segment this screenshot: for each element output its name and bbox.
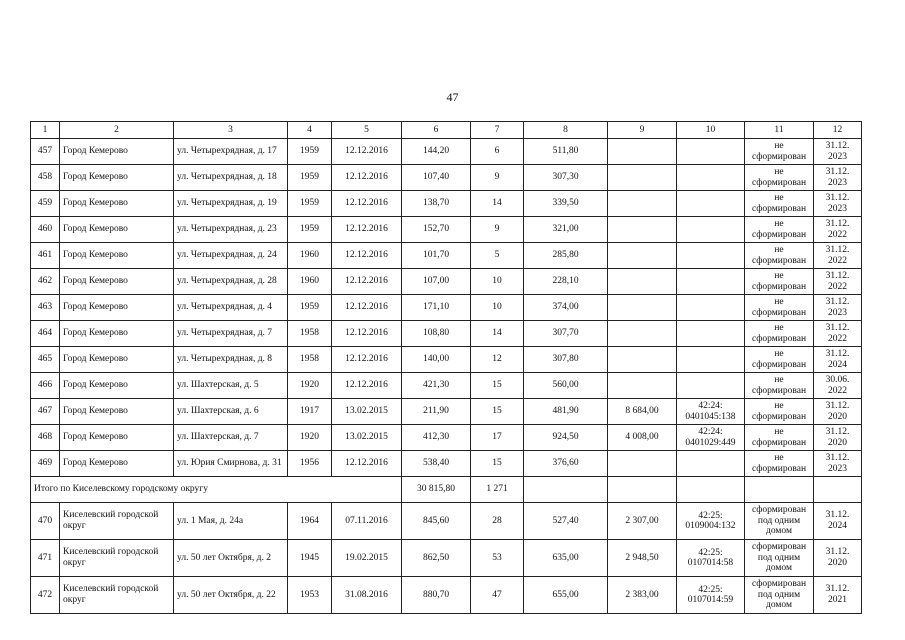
district-cell: Город Кемерово: [60, 425, 174, 451]
year-cell: 1959: [288, 139, 332, 165]
column-9-cell: [608, 373, 677, 399]
date-cell: 12.12.2016: [332, 451, 402, 477]
year-cell: 1964: [288, 503, 332, 540]
row-number: 468: [31, 425, 60, 451]
address-cell: ул. Четырехрядная, д. 4: [174, 295, 288, 321]
column-number: 5: [332, 122, 402, 139]
cadastral-number-cell: 42:25: 0107014:59: [677, 577, 745, 614]
district-cell: Город Кемерово: [60, 399, 174, 425]
address-cell: ул. Четырехрядная, д. 24: [174, 243, 288, 269]
area-cell: 152,70: [402, 217, 471, 243]
row-number: 458: [31, 165, 60, 191]
count-cell: 12: [471, 347, 524, 373]
area-cell: 211,90: [402, 399, 471, 425]
year-cell: 1956: [288, 451, 332, 477]
address-cell: ул. 50 лет Октября, д. 2: [174, 540, 288, 577]
column-number: 1: [31, 122, 60, 139]
empty-cell: [677, 477, 745, 503]
table-row: [31, 139, 862, 165]
district-cell: Киселевский городской округ: [60, 503, 174, 540]
district-cell: Город Кемерово: [60, 243, 174, 269]
year-cell: 1959: [288, 217, 332, 243]
value-cell: 635,00: [524, 540, 608, 577]
deadline-cell: 31.12. 2024: [814, 347, 862, 373]
table-row: [31, 540, 862, 577]
column-number: 2: [60, 122, 174, 139]
table-row: [31, 217, 862, 243]
cadastral-number-cell: [677, 451, 745, 477]
year-cell: 1958: [288, 321, 332, 347]
land-status-cell: не сформирован: [745, 165, 814, 191]
address-cell: ул. Четырехрядная, д. 7: [174, 321, 288, 347]
row-number: 471: [31, 540, 60, 577]
column-9-cell: 2 383,00: [608, 577, 677, 614]
date-cell: 19.02.2015: [332, 540, 402, 577]
column-number: 4: [288, 122, 332, 139]
column-9-cell: 8 684,00: [608, 399, 677, 425]
column-9-cell: [608, 347, 677, 373]
count-cell: 14: [471, 191, 524, 217]
table-row: [31, 577, 862, 614]
value-cell: 655,00: [524, 577, 608, 614]
row-number: 464: [31, 321, 60, 347]
year-cell: 1920: [288, 373, 332, 399]
empty-cell: [814, 477, 862, 503]
land-status-cell: не сформирован: [745, 191, 814, 217]
column-9-cell: [608, 139, 677, 165]
cadastral-number-cell: [677, 347, 745, 373]
date-cell: 12.12.2016: [332, 217, 402, 243]
land-status-cell: не сформирован: [745, 295, 814, 321]
deadline-cell: 31.12. 2023: [814, 451, 862, 477]
row-number: 465: [31, 347, 60, 373]
column-9-cell: [608, 165, 677, 191]
table-row: [31, 373, 862, 399]
land-status-cell: не сформирован: [745, 269, 814, 295]
area-cell: 421,30: [402, 373, 471, 399]
value-cell: 376,60: [524, 451, 608, 477]
deadline-cell: 31.12. 2022: [814, 269, 862, 295]
address-cell: ул. Шахтерская, д. 5: [174, 373, 288, 399]
land-status-cell: не сформирован: [745, 425, 814, 451]
table-row: [31, 451, 862, 477]
cadastral-number-cell: [677, 243, 745, 269]
year-cell: 1920: [288, 425, 332, 451]
date-cell: 12.12.2016: [332, 165, 402, 191]
empty-cell: [608, 477, 677, 503]
address-cell: ул. Четырехрядная, д. 23: [174, 217, 288, 243]
page-number: 47: [446, 90, 459, 104]
column-9-cell: [608, 269, 677, 295]
area-cell: 845,60: [402, 503, 471, 540]
value-cell: 560,00: [524, 373, 608, 399]
year-cell: 1959: [288, 295, 332, 321]
date-cell: 31.08.2016: [332, 577, 402, 614]
district-cell: Город Кемерово: [60, 191, 174, 217]
area-cell: 171,10: [402, 295, 471, 321]
value-cell: 307,80: [524, 347, 608, 373]
column-number: 7: [471, 122, 524, 139]
date-cell: 12.12.2016: [332, 295, 402, 321]
row-number: 466: [31, 373, 60, 399]
district-cell: Киселевский городской округ: [60, 577, 174, 614]
cadastral-number-cell: [677, 373, 745, 399]
value-cell: 527,40: [524, 503, 608, 540]
deadline-cell: 31.12. 2023: [814, 165, 862, 191]
land-status-cell: не сформирован: [745, 347, 814, 373]
area-cell: 140,00: [402, 347, 471, 373]
row-number: 462: [31, 269, 60, 295]
cadastral-number-cell: [677, 217, 745, 243]
district-cell: Город Кемерово: [60, 165, 174, 191]
land-status-cell: сформирован под одним домом: [745, 577, 814, 614]
row-number: 459: [31, 191, 60, 217]
row-number: 463: [31, 295, 60, 321]
row-number: 461: [31, 243, 60, 269]
cadastral-number-cell: [677, 321, 745, 347]
column-number: 10: [677, 122, 745, 139]
row-number: 467: [31, 399, 60, 425]
year-cell: 1959: [288, 191, 332, 217]
date-cell: 07.11.2016: [332, 503, 402, 540]
district-cell: Киселевский городской округ: [60, 540, 174, 577]
deadline-cell: 31.12. 2023: [814, 295, 862, 321]
count-cell: 53: [471, 540, 524, 577]
district-cell: Город Кемерово: [60, 217, 174, 243]
table-row: [31, 399, 862, 425]
count-cell: 47: [471, 577, 524, 614]
column-9-cell: 2 948,50: [608, 540, 677, 577]
column-number: 6: [402, 122, 471, 139]
count-cell: 9: [471, 217, 524, 243]
value-cell: 307,30: [524, 165, 608, 191]
area-cell: 538,40: [402, 451, 471, 477]
year-cell: 1945: [288, 540, 332, 577]
empty-cell: [524, 477, 608, 503]
address-cell: ул. Шахтерская, д. 6: [174, 399, 288, 425]
land-status-cell: не сформирован: [745, 321, 814, 347]
land-status-cell: не сформирован: [745, 139, 814, 165]
district-cell: Город Кемерово: [60, 451, 174, 477]
count-cell: 15: [471, 373, 524, 399]
year-cell: 1960: [288, 269, 332, 295]
table-row: [31, 243, 862, 269]
column-number: 11: [745, 122, 814, 139]
subtotal-label: Итого по Киселевскому городскому округу: [31, 477, 402, 503]
count-cell: 6: [471, 139, 524, 165]
column-number: 8: [524, 122, 608, 139]
district-cell: Город Кемерово: [60, 269, 174, 295]
area-cell: 862,50: [402, 540, 471, 577]
district-cell: Город Кемерово: [60, 295, 174, 321]
address-cell: ул. Четырехрядная, д. 18: [174, 165, 288, 191]
column-9-cell: [608, 243, 677, 269]
year-cell: 1953: [288, 577, 332, 614]
land-status-cell: не сформирован: [745, 217, 814, 243]
table-row: [31, 295, 862, 321]
column-9-cell: [608, 451, 677, 477]
column-9-cell: 4 008,00: [608, 425, 677, 451]
address-cell: ул. 50 лет Октября, д. 22: [174, 577, 288, 614]
table-row: [31, 347, 862, 373]
land-status-cell: не сформирован: [745, 373, 814, 399]
value-cell: 481,90: [524, 399, 608, 425]
column-number: 12: [814, 122, 862, 139]
value-cell: 511,80: [524, 139, 608, 165]
row-number: 460: [31, 217, 60, 243]
year-cell: 1958: [288, 347, 332, 373]
cadastral-number-cell: [677, 295, 745, 321]
address-cell: ул. Четырехрядная, д. 28: [174, 269, 288, 295]
column-number-row: [31, 122, 862, 139]
date-cell: 12.12.2016: [332, 243, 402, 269]
table-row: [31, 191, 862, 217]
row-number: 470: [31, 503, 60, 540]
column-9-cell: [608, 191, 677, 217]
count-cell: 9: [471, 165, 524, 191]
date-cell: 13.02.2015: [332, 399, 402, 425]
land-status-cell: не сформирован: [745, 451, 814, 477]
deadline-cell: 31.12. 2021: [814, 577, 862, 614]
year-cell: 1959: [288, 165, 332, 191]
value-cell: 307,70: [524, 321, 608, 347]
column-9-cell: [608, 295, 677, 321]
date-cell: 12.12.2016: [332, 139, 402, 165]
date-cell: 12.12.2016: [332, 269, 402, 295]
deadline-cell: 31.12. 2023: [814, 191, 862, 217]
deadline-cell: 31.12. 2020: [814, 399, 862, 425]
row-number: 472: [31, 577, 60, 614]
date-cell: 13.02.2015: [332, 425, 402, 451]
date-cell: 12.12.2016: [332, 373, 402, 399]
subtotal-row: [31, 477, 862, 503]
subtotal-count: 1 271: [471, 477, 524, 503]
row-number: 469: [31, 451, 60, 477]
count-cell: 5: [471, 243, 524, 269]
district-cell: Город Кемерово: [60, 139, 174, 165]
address-cell: ул. Четырехрядная, д. 19: [174, 191, 288, 217]
deadline-cell: 31.12. 2022: [814, 321, 862, 347]
subtotal-area: 30 815,80: [402, 477, 471, 503]
column-9-cell: [608, 321, 677, 347]
land-status-cell: не сформирован: [745, 243, 814, 269]
deadline-cell: 31.12. 2020: [814, 425, 862, 451]
district-cell: Город Кемерово: [60, 373, 174, 399]
deadline-cell: 30.06. 2022: [814, 373, 862, 399]
cadastral-number-cell: [677, 191, 745, 217]
address-cell: ул. Шахтерская, д. 7: [174, 425, 288, 451]
table-row: [31, 165, 862, 191]
cadastral-number-cell: [677, 139, 745, 165]
area-cell: 108,80: [402, 321, 471, 347]
land-status-cell: сформирован под одним домом: [745, 503, 814, 540]
deadline-cell: 31.12. 2023: [814, 139, 862, 165]
value-cell: 924,50: [524, 425, 608, 451]
count-cell: 10: [471, 269, 524, 295]
column-9-cell: 2 307,00: [608, 503, 677, 540]
count-cell: 15: [471, 451, 524, 477]
cadastral-number-cell: 42:24: 0401029:449: [677, 425, 745, 451]
count-cell: 28: [471, 503, 524, 540]
empty-cell: [745, 477, 814, 503]
value-cell: 228,10: [524, 269, 608, 295]
table-row: [31, 425, 862, 451]
area-cell: 101,70: [402, 243, 471, 269]
cadastral-number-cell: 42:25: 0107014:58: [677, 540, 745, 577]
deadline-cell: 31.12. 2022: [814, 243, 862, 269]
deadline-cell: 31.12. 2020: [814, 540, 862, 577]
address-cell: ул. Четырехрядная, д. 17: [174, 139, 288, 165]
column-number: 9: [608, 122, 677, 139]
cadastral-number-cell: [677, 269, 745, 295]
column-number: 3: [174, 122, 288, 139]
year-cell: 1917: [288, 399, 332, 425]
district-cell: Город Кемерово: [60, 321, 174, 347]
value-cell: 321,00: [524, 217, 608, 243]
cadastral-number-cell: [677, 165, 745, 191]
date-cell: 12.12.2016: [332, 191, 402, 217]
count-cell: 10: [471, 295, 524, 321]
cadastral-number-cell: 42:25: 0109004:132: [677, 503, 745, 540]
date-cell: 12.12.2016: [332, 347, 402, 373]
area-cell: 880,70: [402, 577, 471, 614]
area-cell: 107,00: [402, 269, 471, 295]
table-row: [31, 269, 862, 295]
address-cell: ул. Четырехрядная, д. 8: [174, 347, 288, 373]
area-cell: 107,40: [402, 165, 471, 191]
cadastral-number-cell: 42:24: 0401045:138: [677, 399, 745, 425]
address-cell: ул. Юрия Смирнова, д. 31: [174, 451, 288, 477]
district-cell: Город Кемерово: [60, 347, 174, 373]
year-cell: 1960: [288, 243, 332, 269]
column-9-cell: [608, 217, 677, 243]
area-cell: 144,20: [402, 139, 471, 165]
date-cell: 12.12.2016: [332, 321, 402, 347]
land-status-cell: сформирован под одним домом: [745, 540, 814, 577]
table-row: [31, 321, 862, 347]
housing-registry-table: [30, 121, 862, 614]
count-cell: 17: [471, 425, 524, 451]
value-cell: 374,00: [524, 295, 608, 321]
table-row: [31, 503, 862, 540]
land-status-cell: не сформирован: [745, 399, 814, 425]
deadline-cell: 31.12. 2024: [814, 503, 862, 540]
count-cell: 15: [471, 399, 524, 425]
value-cell: 285,80: [524, 243, 608, 269]
count-cell: 14: [471, 321, 524, 347]
row-number: 457: [31, 139, 60, 165]
area-cell: 412,30: [402, 425, 471, 451]
area-cell: 138,70: [402, 191, 471, 217]
address-cell: ул. 1 Мая, д. 24а: [174, 503, 288, 540]
value-cell: 339,50: [524, 191, 608, 217]
deadline-cell: 31.12. 2022: [814, 217, 862, 243]
